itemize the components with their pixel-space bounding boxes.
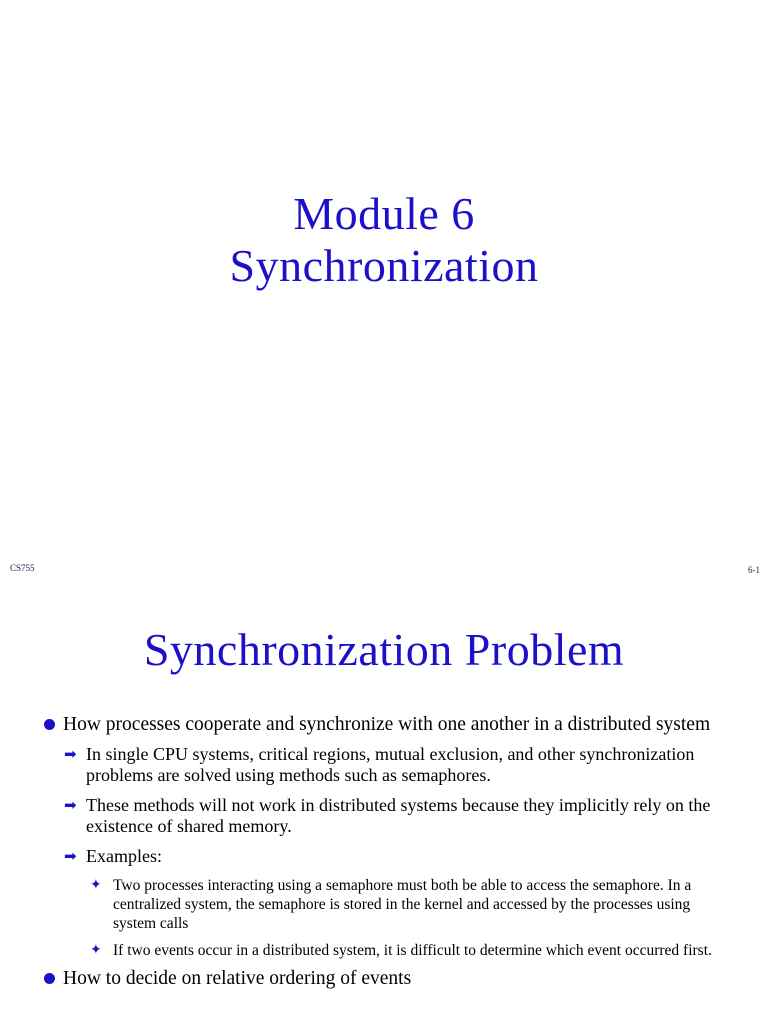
title-line-2: Synchronization: [229, 240, 539, 291]
sub-sub-bullet-text: Two processes interacting using a semaphore must both be able to access the semaphore. In a centralized system, the semaphore is stored in the kernel and accessed by the processes using system calls: [113, 877, 692, 932]
bullet-dot-icon: [44, 973, 55, 984]
page-number: 6-1: [748, 565, 760, 575]
sub-bullet-item: [0, 846, 768, 867]
bullet-item: [0, 968, 768, 990]
slide-heading: Synchronization Problem: [143, 624, 625, 675]
sub-bullet-text: Examples:: [86, 846, 162, 866]
sub-bullet-item: [0, 744, 768, 786]
bullet-dot-icon: [44, 719, 55, 730]
course-code: CS755: [10, 563, 35, 573]
arrow-right-icon: ➡: [64, 847, 77, 865]
arrow-right-icon: ➡: [64, 796, 77, 814]
four-point-star-icon: ✦: [90, 942, 102, 958]
sub-bullet-text: In single CPU systems, critical regions, mutual exclusion, and other synchronization problems are solved using methods such as semaphores.: [86, 744, 695, 785]
arrow-right-icon: ➡: [64, 745, 77, 763]
bullet-text: How to decide on relative ordering of events: [63, 968, 412, 989]
four-point-star-icon: ✦: [90, 877, 102, 893]
sub-bullet-text: These methods will not work in distributed systems because they implicitly rely on the existence of shared memory.: [86, 795, 711, 836]
title-line-1: Module 6: [293, 188, 475, 239]
sub-bullet-item: [0, 795, 768, 837]
sub-sub-bullet-text: If two events occur in a distributed system, it is difficult to determine which event occurred first.: [113, 942, 712, 959]
bullet-list: [0, 714, 768, 998]
sub-sub-bullet-item: [0, 941, 768, 960]
slide-title: [0, 188, 768, 292]
content-slide: [0, 580, 768, 1024]
sub-sub-bullet-item: [0, 876, 768, 933]
bullet-item: [0, 714, 768, 736]
bullet-text: How processes cooperate and synchronize with one another in a distributed system: [63, 714, 711, 735]
